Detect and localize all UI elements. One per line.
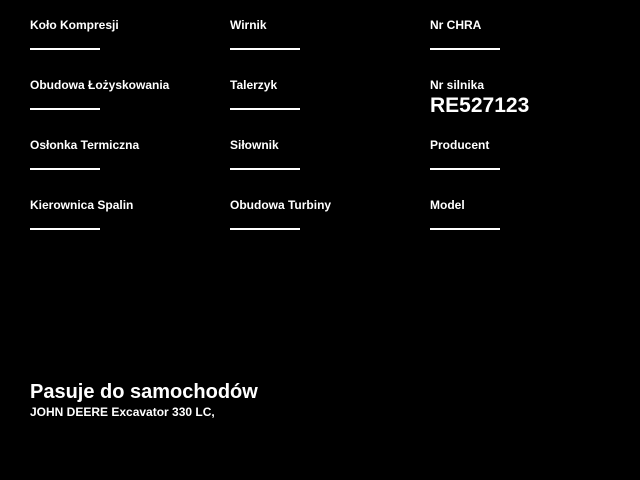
field-kierownica-spalin: [30, 198, 230, 258]
field-value-underline: [30, 48, 100, 50]
field-silownik: [230, 138, 430, 198]
field-nr-silnika: [430, 78, 630, 138]
field-oslonka-termiczna: [30, 138, 230, 198]
field-value-underline: [30, 168, 100, 170]
field-obudowa-turbiny: [230, 198, 430, 258]
field-kolo-kompresji: [30, 18, 230, 78]
field-value-underline: [30, 228, 100, 230]
field-label: Koło Kompresji: [30, 18, 119, 32]
field-value-underline: [430, 168, 500, 170]
field-model: [430, 198, 630, 258]
field-label: Osłonka Termiczna: [30, 138, 140, 152]
fits-vehicles-list: JOHN DEERE Excavator 330 LC,: [30, 405, 215, 419]
field-value-underline: [430, 48, 500, 50]
field-nr-chra: [430, 18, 630, 78]
fits-vehicles-section: [30, 381, 258, 419]
field-producent: [430, 138, 630, 198]
field-wirnik: [230, 18, 430, 78]
fits-vehicles-heading: Pasuje do samochodów: [30, 381, 258, 403]
field-value-underline: [230, 168, 300, 170]
field-label: Siłownik: [230, 138, 279, 152]
field-label: Nr silnika: [430, 78, 485, 92]
field-value-underline: [430, 228, 500, 230]
field-label: Producent: [430, 138, 490, 152]
field-value-underline: [230, 228, 300, 230]
field-label: Kierownica Spalin: [30, 198, 134, 212]
field-value-underline: [30, 108, 100, 110]
spec-fields-grid: [30, 18, 630, 258]
field-label: Wirnik: [230, 18, 267, 32]
engine-number-value: RE527123: [430, 94, 530, 117]
field-talerzyk: [230, 78, 430, 138]
field-label: Model: [430, 198, 465, 212]
field-value-underline: [230, 48, 300, 50]
field-label: Nr CHRA: [430, 18, 482, 32]
field-obudowa-lozyskowania: [30, 78, 230, 138]
field-value-underline: [230, 108, 300, 110]
field-label: Obudowa Łożyskowania: [30, 78, 170, 92]
field-label: Talerzyk: [230, 78, 278, 92]
field-label: Obudowa Turbiny: [230, 198, 332, 212]
